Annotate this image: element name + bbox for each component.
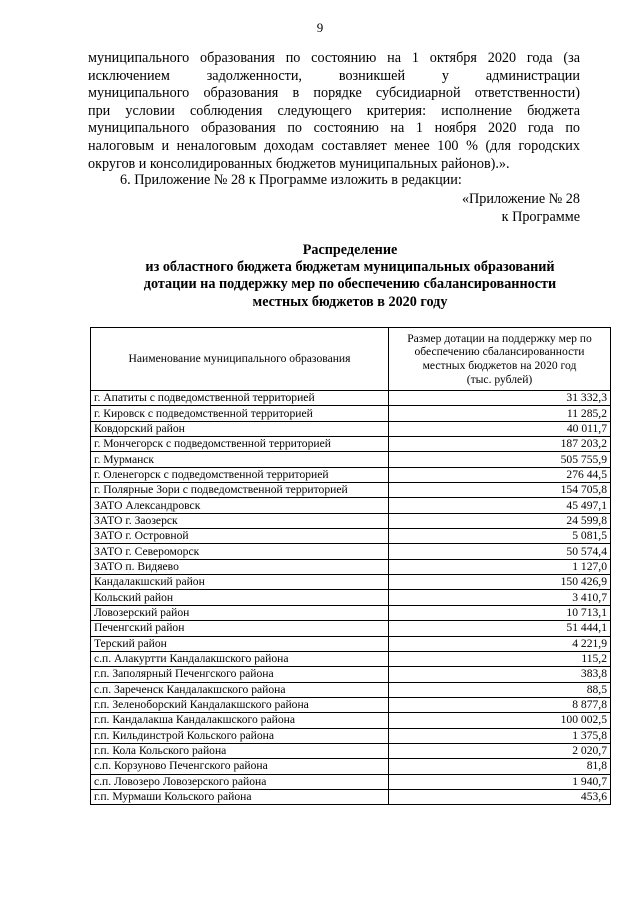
row-value: 40 011,7	[389, 421, 611, 436]
paragraph-line: округов и консолидированных бюджетов муниципальных районов).».	[88, 155, 510, 172]
appendix-reference-line: «Приложение № 28	[461, 191, 580, 207]
header-name: Наименование муниципального образования	[91, 328, 389, 391]
row-value: 187 203,2	[389, 437, 611, 452]
paragraph-line: муниципального образования в порядке субсидиарной ответственности)	[88, 85, 580, 102]
row-value: 24 599,8	[389, 513, 611, 528]
item-6-text: 6. Приложение № 28 к Программе изложить в редакции:	[120, 172, 462, 188]
row-value: 453,6	[389, 789, 611, 804]
row-name: ЗАТО г. Североморск	[91, 544, 389, 559]
row-name: Кандалакшский район	[91, 575, 389, 590]
table-row	[91, 391, 611, 406]
row-name: с.п. Зареченск Кандалакшского района	[91, 682, 389, 697]
title-line: Распределение	[302, 242, 398, 258]
appendix-reference	[462, 191, 580, 226]
row-value: 154 705,8	[389, 483, 611, 498]
row-value: 31 332,3	[389, 391, 611, 406]
table-row	[91, 667, 611, 682]
header-value-line: Размер дотации на поддержку мер по	[407, 331, 592, 345]
row-value: 50 574,4	[389, 544, 611, 559]
row-value: 10 713,1	[389, 605, 611, 620]
row-value: 1 375,8	[389, 728, 611, 743]
table-header-row	[91, 328, 611, 391]
row-name: Ковдорский район	[91, 421, 389, 436]
row-value: 505 755,9	[389, 452, 611, 467]
row-name: ЗАТО п. Видяево	[91, 559, 389, 574]
table-row	[91, 774, 611, 789]
page-number: 9	[316, 20, 324, 35]
row-name: г.п. Зеленоборский Кандалакшского района	[91, 697, 389, 712]
row-value: 100 002,5	[389, 713, 611, 728]
table-row	[91, 636, 611, 651]
row-name: г. Мончегорск с подведомственной территорией	[91, 437, 389, 452]
table-row	[91, 621, 611, 636]
table-row	[91, 713, 611, 728]
row-name: ЗАТО г. Островной	[91, 529, 389, 544]
header-value-line: местных бюджетов на 2020 год	[422, 359, 577, 372]
table-row	[91, 467, 611, 482]
row-name: г. Кировск с подведомственной территорией	[91, 406, 389, 421]
row-name: г.п. Заполярный Печенгского района	[91, 667, 389, 682]
row-value: 150 426,9	[389, 575, 611, 590]
paragraph-line: налоговым и неналоговым доходам составляет менее 100 % (для городских	[88, 137, 580, 154]
row-value: 3 410,7	[389, 590, 611, 605]
row-name: г.п. Кильдинстрой Кольского района	[91, 728, 389, 743]
table-row	[91, 498, 611, 513]
table-row	[91, 789, 611, 804]
row-name: Ловозерский район	[91, 605, 389, 620]
row-value: 11 285,2	[389, 406, 611, 421]
header-value-line: обеспечению сбалансированности	[414, 345, 585, 359]
table-row	[91, 529, 611, 544]
table-row	[91, 759, 611, 774]
row-name: г.п. Мурмаши Кольского района	[91, 789, 389, 804]
row-value: 276 44,5	[389, 467, 611, 482]
row-value: 4 221,9	[389, 636, 611, 651]
table-body	[91, 391, 611, 805]
table-row	[91, 452, 611, 467]
table-row	[91, 483, 611, 498]
row-value: 5 081,5	[389, 529, 611, 544]
row-name: ЗАТО г. Заозерск	[91, 513, 389, 528]
table-row	[91, 605, 611, 620]
row-value: 81,8	[389, 759, 611, 774]
table-row	[91, 437, 611, 452]
row-name: Печенгский район	[91, 621, 389, 636]
row-value: 51 444,1	[389, 621, 611, 636]
row-name: г. Оленегорск с подведомственной территорией	[91, 467, 389, 482]
title-line: дотации на поддержку мер по обеспечению сбалансированности	[143, 276, 557, 293]
title-line: местных бюджетов в 2020 году	[252, 293, 448, 310]
row-name: г. Апатиты с подведомственной территорией	[91, 391, 389, 406]
row-value: 8 877,8	[389, 697, 611, 712]
paragraph-line: исключением задолженности, возникшей у администрации	[88, 67, 580, 84]
row-name: Терский район	[91, 636, 389, 651]
row-value: 115,2	[389, 651, 611, 666]
row-name: с.п. Ловозеро Ловозерского района	[91, 774, 389, 789]
title-line: из областного бюджета бюджетам муниципальных образований	[145, 259, 555, 276]
row-value: 1 127,0	[389, 559, 611, 574]
table-row	[91, 575, 611, 590]
row-name: г. Мурманск	[91, 452, 389, 467]
table-row	[91, 697, 611, 712]
table-row	[91, 651, 611, 666]
table-row	[91, 544, 611, 559]
row-name: г. Полярные Зори с подведомственной территорией	[91, 483, 389, 498]
row-name: с.п. Алакуртти Кандалакшского района	[91, 651, 389, 666]
row-name: г.п. Кандалакша Кандалакшского района	[91, 713, 389, 728]
paragraph-line: при условии соблюдения следующего критерия: исполнение бюджета	[88, 102, 580, 119]
table-row	[91, 682, 611, 697]
row-name: Кольский район	[91, 590, 389, 605]
paragraph-continuation	[88, 50, 580, 173]
table-row	[91, 590, 611, 605]
paragraph-line: муниципального образования по состоянию на 1 октября 2020 года (за	[88, 50, 580, 66]
row-name: с.п. Корзуново Печенгского района	[91, 759, 389, 774]
row-value: 45 497,1	[389, 498, 611, 513]
distribution-table	[90, 327, 611, 805]
table-row	[91, 421, 611, 436]
header-value-line: (тыс. рублей)	[466, 372, 533, 386]
table-row	[91, 513, 611, 528]
document-title	[88, 242, 612, 311]
row-value: 383,8	[389, 667, 611, 682]
row-name: г.п. Кола Кольского района	[91, 743, 389, 758]
header-value	[389, 328, 611, 391]
row-name: ЗАТО Александровск	[91, 498, 389, 513]
table-row	[91, 728, 611, 743]
table-row	[91, 559, 611, 574]
paragraph-line: муниципального образования по состоянию на 1 ноября 2020 года по	[88, 120, 580, 137]
table-row	[91, 743, 611, 758]
appendix-reference-line: к Программе	[501, 208, 580, 225]
table-row	[91, 406, 611, 421]
row-value: 1 940,7	[389, 774, 611, 789]
row-value: 2 020,7	[389, 743, 611, 758]
row-value: 88,5	[389, 682, 611, 697]
